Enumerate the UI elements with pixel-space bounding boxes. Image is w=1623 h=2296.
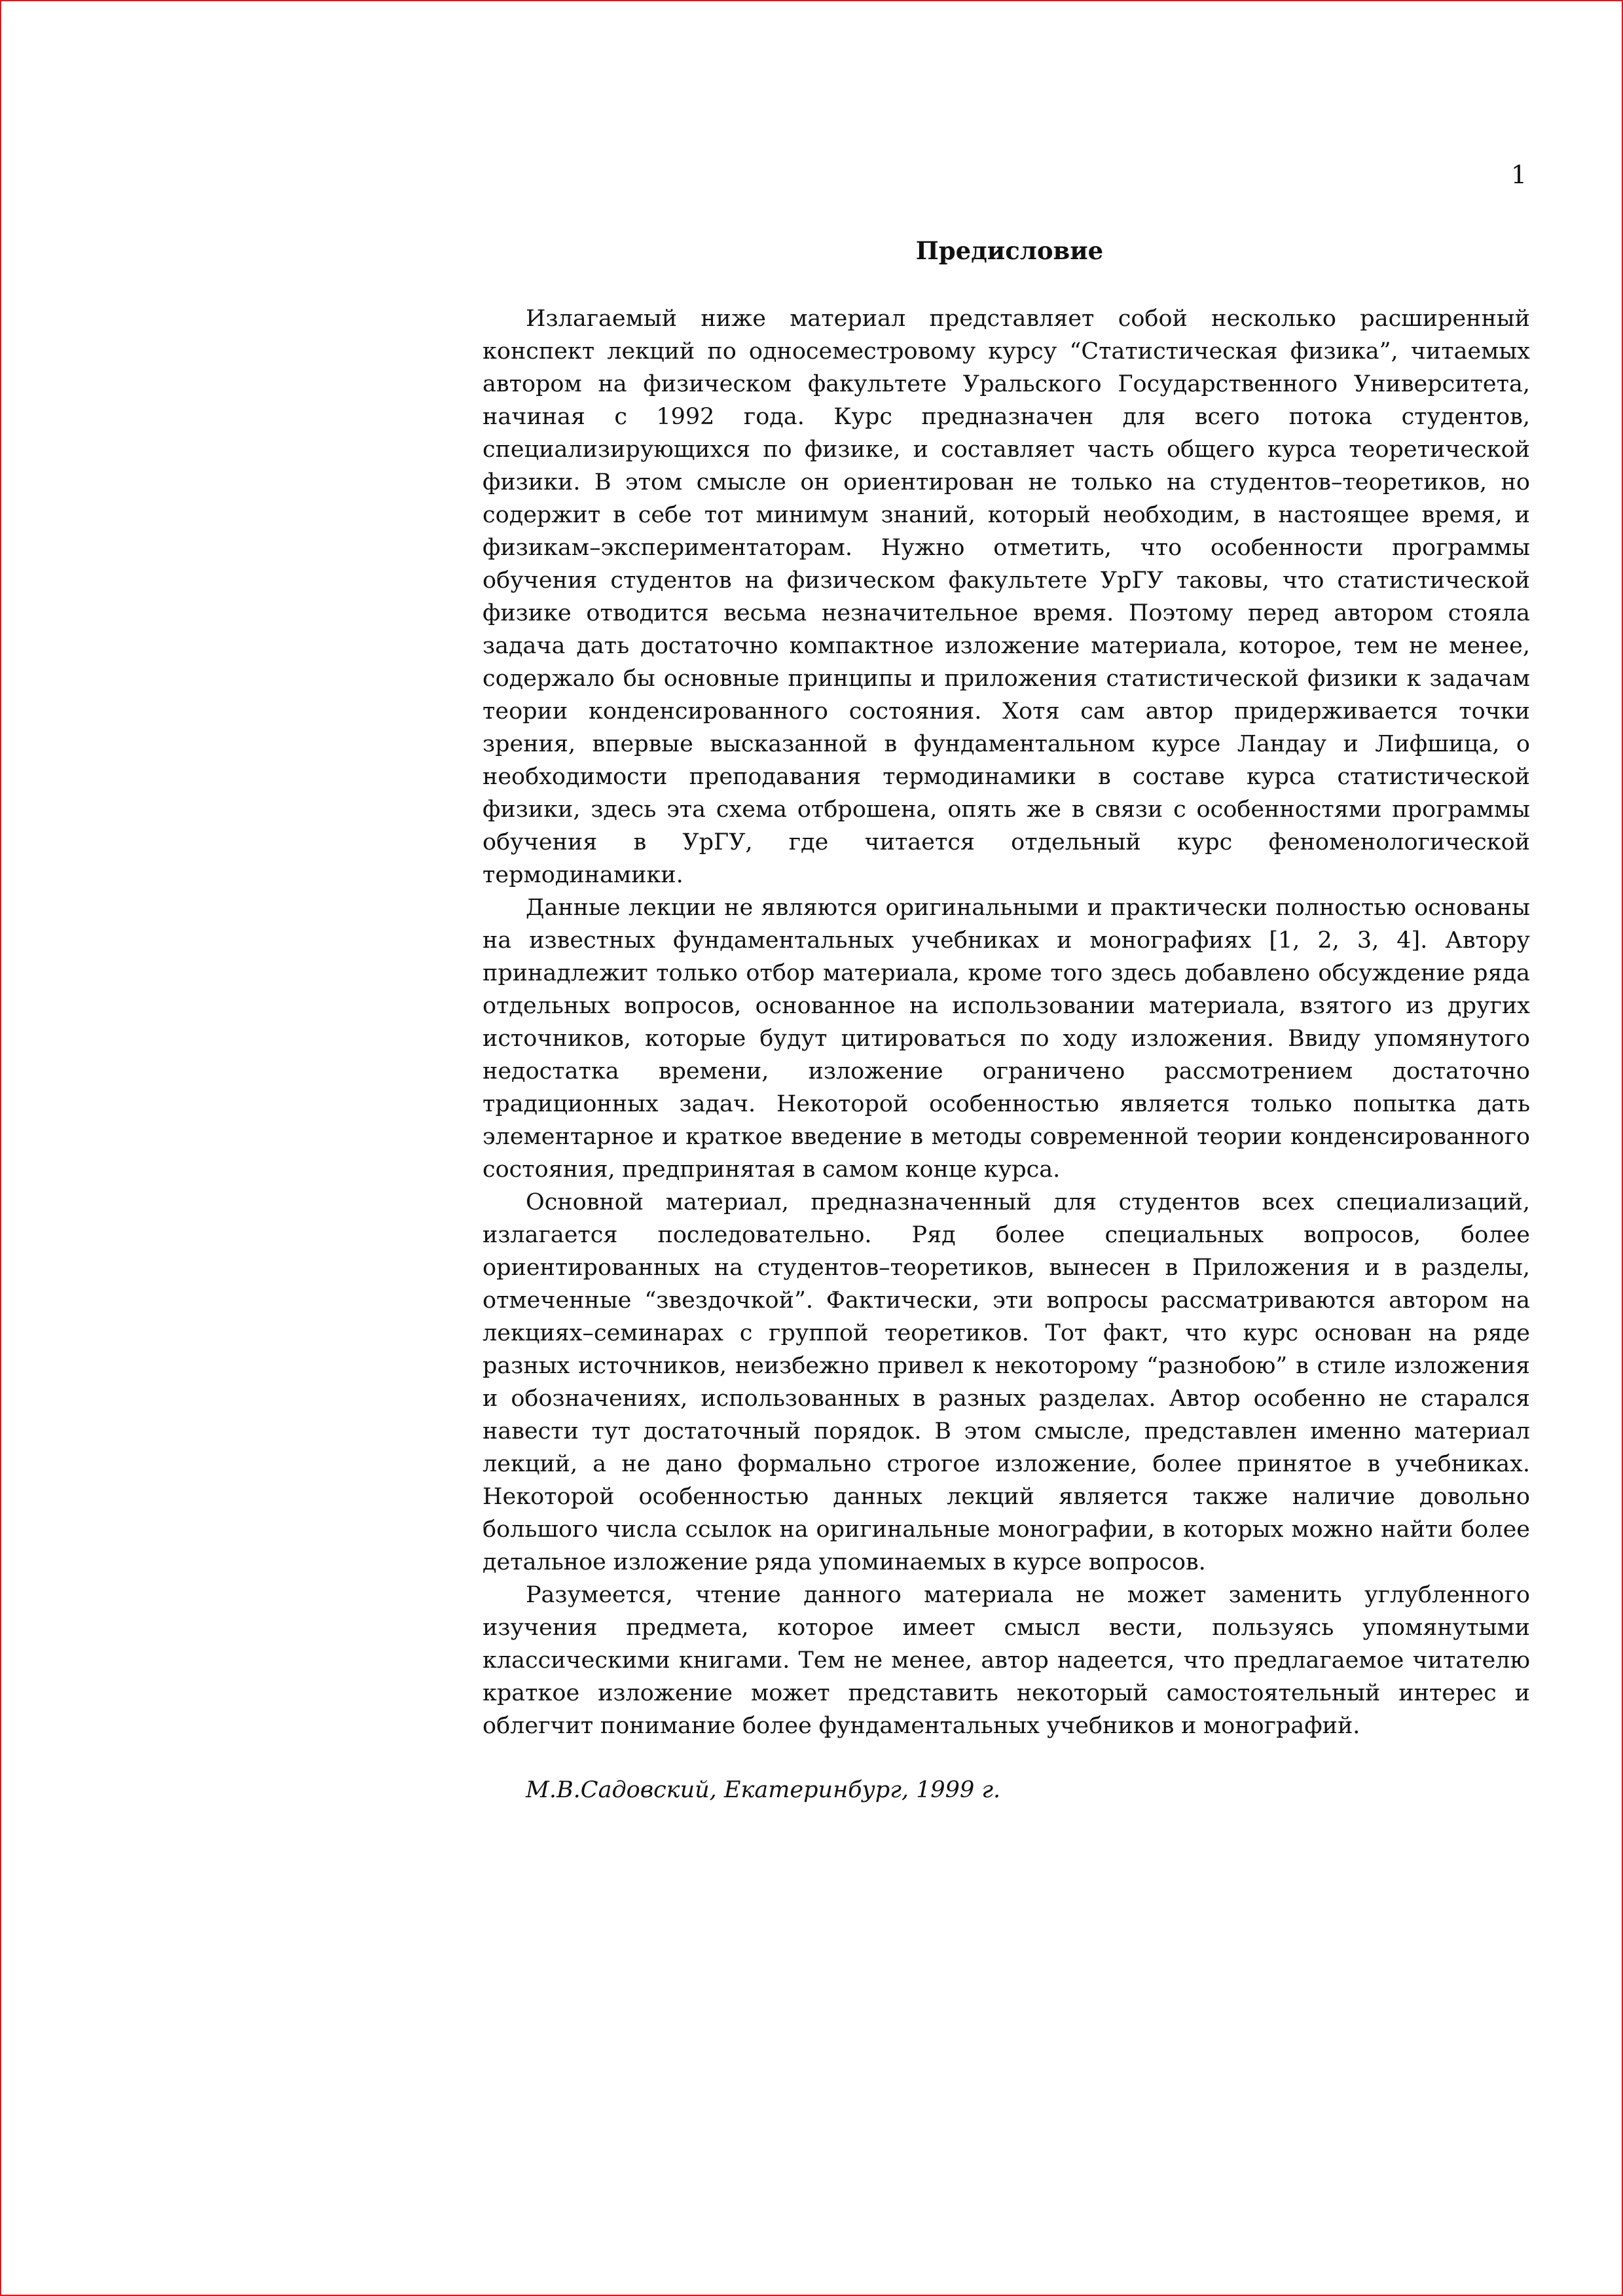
page-number: 1 bbox=[1510, 160, 1527, 189]
preface-paragraph-1: Излагаемый ниже материал представляет собой несколько расширенный конспект лекций по односеместровому курсу “Статистическая физика”, читаемых автором на физическом факультете Уральского Государственного Университета, начиная с 1992 года. Курс предназначен для всего потока студентов, специализирующихся по физике, и составляет часть общего курса теоретической физики. В этом смысле он ориентирован не только на студентов–теоретиков, но содержит в себе тот минимум знаний, который необходим, в настоящее время, и физикам–экспериментаторам. Нужно отметить, что особенности программы обучения студентов на физическом факультете УрГУ таковы, что статистической физике отводится весьма незначительное время. Поэтому перед автором стояла задача дать достаточно компактное изложение материала, которое, тем не менее, содержало бы основные принципы и приложения статистической физики к задачам теории конденсированного состояния. Хотя сам автор придерживается точки зрения, впервые высказанной в фундаментальном курсе Ландау и Лифшица, о необходимости преподавания термодинамики в составе курса статистической физики, здесь эта схема отброшена, опять же в связи с особенностями программы обучения в УрГУ, где читается отдельный курс феноменологической термодинамики. bbox=[483, 306, 1530, 888]
preface-paragraph-3: Основной материал, предназначенный для студентов всех специализаций, излагается последовательно. Ряд более специальных вопросов, более ориентированных на студентов–теоретиков, вынесен в Приложения и в разделы, отмеченные “звездочкой”. Фактически, эти вопросы рассматриваются автором на лекциях–семинарах с группой теоретиков. Тот факт, что курс основан на ряде разных источников, неизбежно привел к некоторому “разнобою” в стиле изложения и обозначениях, использованных в разных разделах. Автор особенно не старался навести тут достаточный порядок. В этом смысле, представлен именно материал лекций, а не дано формально строгое изложение, более принятое в учебниках. Некоторой особенностью данных лекций является также наличие довольно большого числа ссылок на оригинальные монографии, в которых можно найти более детальное изложение ряда упоминаемых в курсе вопросов. bbox=[483, 1189, 1530, 1575]
preface-paragraph-2: Данные лекции не являются оригинальными и практически полностью основаны на известных фундаментальных учебниках и монографиях [1, 2, 3, 4]. Автору принадлежит только отбор материала, кроме того здесь добавлено обсуждение ряда отдельных вопросов, основанное на использовании материала, взятого из других источников, которые будут цитироваться по ходу изложения. Ввиду упомянутого недостатка времени, изложение ограничено рассмотрением достаточно традиционных задач. Некоторой особенностью является только попытка дать элементарное и краткое введение в методы современной теории конденсированного состояния, предпринятая в самом конце курса. bbox=[483, 895, 1530, 1183]
preface-title: Предисловие bbox=[915, 236, 1104, 265]
preface-section bbox=[483, 234, 1530, 1806]
preface-paragraph-4: Разумеется, чтение данного материала не может заменить углубленного изучения предмета, которое имеет смысл вести, пользуясь упомянутыми классическими книгами. Тем не менее, автор надеется, что предлагаемое читателю краткое изложение может представить некоторый самостоятельный интерес и облегчит понимание более фундаментальных учебников и монографий. bbox=[483, 1582, 1530, 1739]
author-signature: М.В.Садовский, Екатеринбург, 1999 г. bbox=[526, 1777, 1001, 1803]
